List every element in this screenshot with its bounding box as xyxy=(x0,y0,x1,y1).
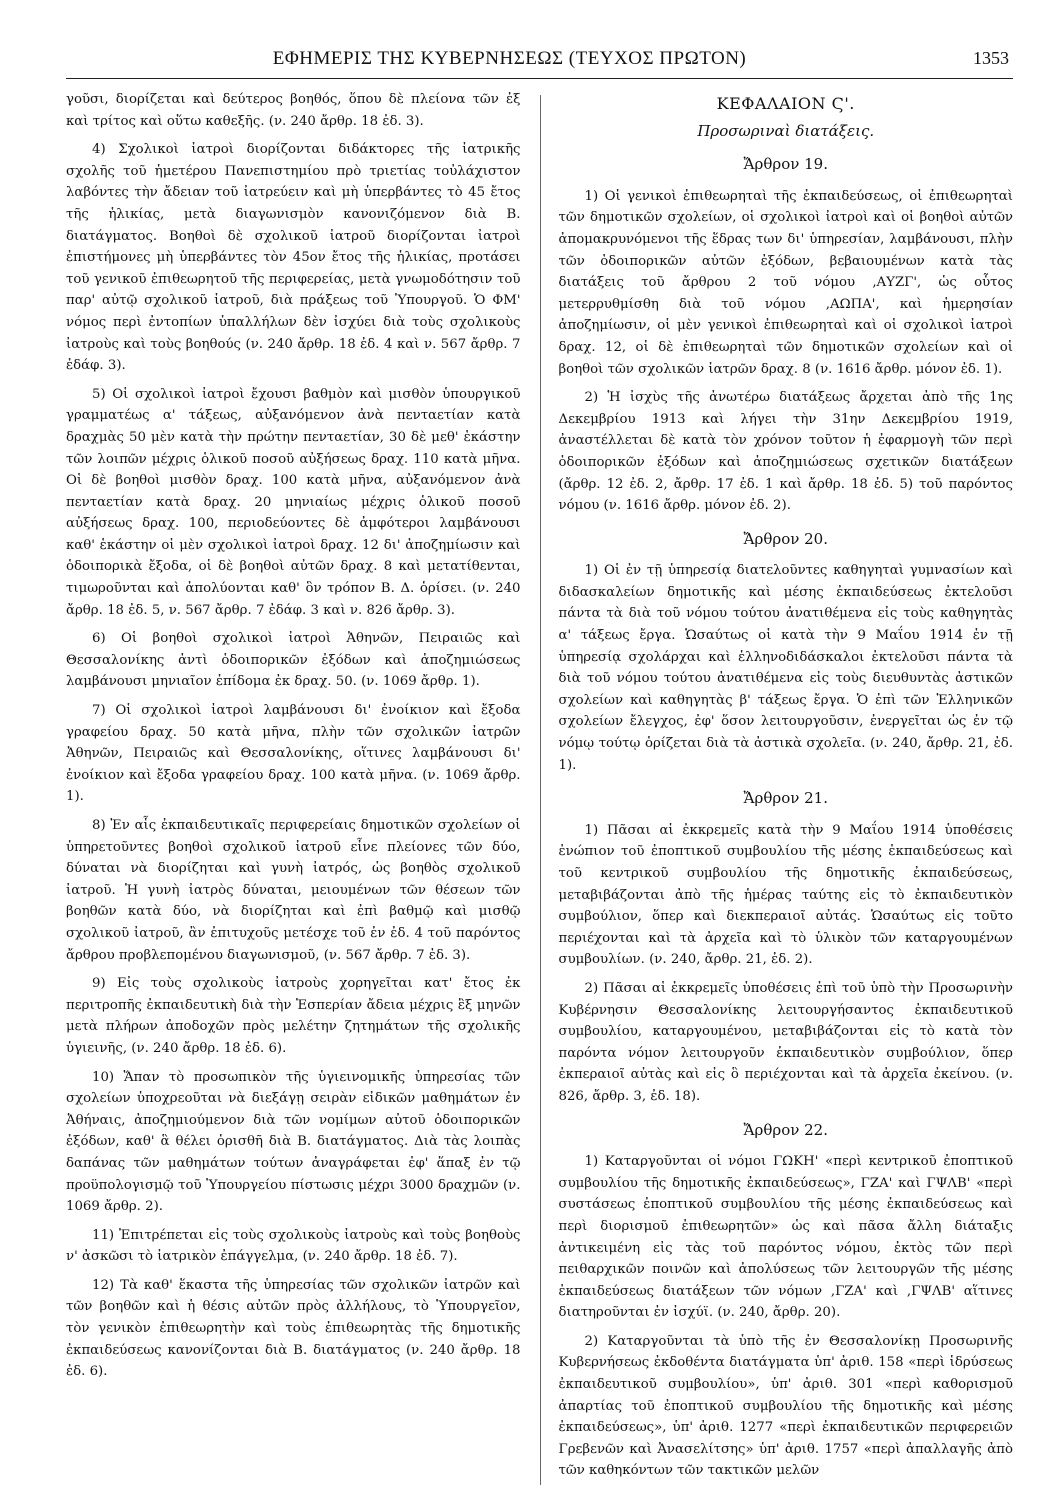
column-divider xyxy=(540,95,541,1485)
paragraph-12: 12) Τὰ καθ' ἕκαστα τῆς ὑπηρεσίας τῶν σχολικῶν ἰατρῶν καὶ τῶν βοηθῶν καὶ ἡ θέσις αὐτῶν πρὸς ἀλλήλους, τὸ Ὑπουργεῖον, τὸν γενικὸν ἐπιθεωρητὴν καὶ τοὺς ἐπιθεωρητὰς τῆς δημοτικῆς ἐκπαιδεύσεως κανονίζονται διὰ Β. διατάγματος (ν. 240 ἄρθρ. 18 ἐδ. 6). xyxy=(66,1277,521,1380)
page-number: 1353 xyxy=(973,48,1009,68)
article-20-paragraph-1: 1) Οἱ ἐν τῇ ὑπηρεσίᾳ διατελοῦντες καθηγηταὶ γυμνασίων καὶ διδασκαλείων δημοτικῆς καὶ μέσης ἐκπαιδεύσεως ἐκτελοῦσι πάντα τὰ διὰ τοῦ νόμου τούτου ἀνατιθέμενα εἰς τοὺς καθηγητὰς α' τάξεως ἔργα. Ὡσαύτως οἱ κατὰ τὴν 9 Μαΐου 1914 ἐν τῇ ὑπηρεσίᾳ σχολάρχαι καὶ ἑλληνοδιδάσκαλοι ἐκτελοῦσι πάντα τὰ διὰ τοῦ νόμου τούτου ἀνατιθέμενα εἰς τοὺς διευθυντὰς ἀστικῶν σχολείων καὶ καθηγητὰς β' τάξεως ἔργα. Ὁ ἐπὶ τῶν Ἑλληνικῶν σχολείων ἔλεγχος, ἐφ' ὅσον λειτουργοῦσιν, ἐνεργεῖται ὡς ἐν τῷ νόμῳ τούτῳ ὁρίζεται διὰ τὰ ἀστικὰ σχολεῖα. (ν. 240, ἄρθρ. 21, ἐδ. 1). xyxy=(558,563,1013,773)
chapter-subtitle: Προσωριναὶ διατάξεις. xyxy=(697,121,875,140)
article-19-heading: Ἄρθρον 19. xyxy=(743,155,828,174)
page-header xyxy=(66,48,1013,79)
paragraph-7: 7) Οἱ σχολικοὶ ἰατροὶ λαμβάνουσι δι' ἐνοίκιον καὶ ἔξοδα γραφείου δραχ. 50 κατὰ μῆνα, πλὴν τῶν σχολικῶν ἰατρῶν Ἀθηνῶν, Πειραιῶς καὶ Θεσσαλονίκης, οἵτινες λαμβάνουσι δι' ἐνοίκιον καὶ ἔξοδα γραφείου δραχ. 100 κατὰ μῆνα. (ν. 1069 ἄρθρ. 1). xyxy=(66,703,521,805)
article-21-paragraph-2: 2) Πᾶσαι αἱ ἐκκρεμεῖς ὑποθέσεις ἐπὶ τοῦ ὑπὸ τὴν Προσωρινὴν Κυβέρνησιν Θεσσαλονίκης λειτουργήσαντος ἐκπαιδευτικοῦ συμβουλίου, καταργουμένου, μεταβιβάζονται εἰς τὸ κατὰ τὸν παρόντα νόμον λειτουργοῦν ἐκπαιδευτικὸν συμβούλιον, ὅπερ ἐκπεραιοῖ αὐτὰς καὶ εἰς ὃ περιέχονται καὶ τὰ ἀρχεῖα ἐκείνου. (ν. 826, ἄρθρ. 3, ἐδ. 18). xyxy=(558,980,1013,1104)
article-20-heading: Ἄρθρον 20. xyxy=(743,529,828,548)
paragraph-4: 4) Σχολικοὶ ἰατροὶ διορίζονται διδάκτορες τῆς ἰατρικῆς σχολῆς τοῦ ἡμετέρου Πανεπιστημίου πρὸ τριετίας τοὐλάχιστον λαβόντες τὴν ἄδειαν τοῦ ἰατρεύειν καὶ μὴ ὑπερβάντες τὸ 45 ἔτος τῆς ἡλικίας, μετὰ διαγωνισμὸν κανονιζόμενον διὰ Β. διατάγματος. Βοηθοὶ δὲ σχολικοῦ ἰατροῦ διορίζονται ἰατροὶ ἐπιστήμονες μὴ ὑπερβάντες τὸν 45ον ἔτος τῆς ἡλικίας, προτάσει τοῦ γενικοῦ ἐπιθεωρητοῦ τῆς περιφερείας, μετὰ γνωμοδότησιν τοῦ παρ' αὐτῷ σχολικοῦ ἰατροῦ, διὰ πράξεως τοῦ Ὑπουργοῦ. Ὁ ΦΜ' νόμος περὶ ἐντοπίων ὑπαλλήλων δὲν ἰσχύει διὰ τοὺς σχολικοὺς ἰατροὺς καὶ τοὺς βοηθούς (ν. 240 ἄρθρ. 18 ἐδ. 4 καὶ ν. 567 ἄρθρ. 7 ἐδάφ. 3). xyxy=(66,142,521,374)
article-22-heading: Ἄρθρον 22. xyxy=(743,1120,828,1139)
paragraph-10: 10) Ἅπαν τὸ προσωπικὸν τῆς ὑγιεινομικῆς ὑπηρεσίας τῶν σχολείων ὑποχρεοῦται νὰ διεξάγῃ σειρὰν εἰδικῶν μαθημάτων ἐν Ἀθήναις, ἀποζημιούμενον διὰ τῶν νομίμων αὐτοῦ ὁδοιπορικῶν ἐξόδων, καθ' ἃ θέλει ὁρισθῆ διὰ Β. διατάγματος. Διὰ τὰς λοιπὰς δαπάνας τῶν μαθημάτων τούτων ἀναγράφεται ἐφ' ἅπαξ ἐν τῷ προϋπολογισμῷ τοῦ Ὑπουργείου πίστωσις μέχρι 3000 δραχμῶν (ν. 1069 ἄρθρ. 2). xyxy=(66,1069,521,1215)
paragraph-11: 11) Ἐπιτρέπεται εἰς τοὺς σχολικοὺς ἰατροὺς καὶ τοὺς βοηθοὺς ν' ἀσκῶσι τὸ ἰατρικὸν ἐπάγγελμα, (ν. 240 ἄρθρ. 18 ἐδ. 7). xyxy=(66,1227,521,1265)
two-column-body xyxy=(66,89,1013,1489)
article-22-paragraph-1: 1) Καταργοῦνται οἱ νόμοι ΓΩΚΗ' «περὶ κεντρικοῦ ἐποπτικοῦ συμβουλίου τῆς δημοτικῆς ἐκπαιδεύσεως», ΓΖΑ' καὶ ΓΨΛΒ' «περὶ συστάσεως ἐποπτικοῦ συμβουλίου τῆς μέσης ἐκπαιδεύσεως καὶ περὶ διορισμοῦ ἐπιθεωρητῶν» ὡς καὶ πᾶσα ἄλλη διάταξις ἀντικειμένη εἰς τὰς τοῦ παρόντος νόμου, ἐκτὸς τῶν περὶ πειθαρχικῶν ποινῶν καὶ ἀπολύσεως τῶν λειτουργῶν τῆς μέσης ἐκπαιδεύσεως διατάξεων τῶν νόμων ,ΓΖΑ' καὶ ,ΓΨΛΒ' αἵτινες διατηροῦνται ἐν ἰσχύϊ. (ν. 240, ἄρθρ. 20). xyxy=(558,1154,1013,1321)
article-21-paragraph-1: 1) Πᾶσαι αἱ ἐκκρεμεῖς κατὰ τὴν 9 Μαΐου 1914 ὑποθέσεις ἐνώπιον τοῦ ἐποπτικοῦ συμβουλίου τῆς μέσης ἐκπαιδεύσεως καὶ τοῦ κεντρικοῦ συμβουλίου τῆς δημοτικῆς ἐκπαιδεύσεως, μεταβιβάζονται ἀπὸ τῆς ἡμέρας ταύτης εἰς τὸ ἐκπαιδευτικὸν συμβούλιον, ὅπερ καὶ διεκπεραιοῖ αὐτάς. Ὡσαύτως εἰς τοῦτο περιέχονται καὶ τὰ ἀρχεῖα καὶ τὸ ὑλικὸν τῶν καταργουμένων συμβουλίων. (ν. 240, ἄρθρ. 21, ἐδ. 2). xyxy=(558,822,1013,968)
gazette-title: ΕΦΗΜΕΡΙΣ ΤΗΣ ΚΥΒΕΡΝΗΣΕΩΣ (ΤΕΥΧΟΣ ΠΡΩΤΟΝ) xyxy=(272,48,747,69)
right-column xyxy=(559,89,1014,1489)
paragraph-6: 6) Οἱ βοηθοὶ σχολικοὶ ἰατροὶ Ἀθηνῶν, Πειραιῶς καὶ Θεσσαλονίκης ἀντὶ ὁδοιπορικῶν ἐξόδων καὶ ἀποζημιώσεως λαμβάνουσι μηνιαῖον ἐπίδομα ἐκ δραχ. 50. (ν. 1069 ἄρθρ. 1). xyxy=(66,631,521,690)
paragraph-9: 9) Εἰς τοὺς σχολικοὺς ἰατροὺς χορηγεῖται κατ' ἔτος ἐκ περιτροπῆς ἐκπαιδευτικὴ διὰ τὴν Ἑσπερίαν ἄδεια μέχρις ἓξ μηνῶν μετὰ πλήρων ἀποδοχῶν πρὸς μελέτην ζητημάτων τῆς σχολικῆς ὑγιεινῆς, (ν. 240 ἄρθρ. 18 ἐδ. 6). xyxy=(66,976,521,1056)
left-column xyxy=(66,89,521,1489)
article-19-paragraph-1: 1) Οἱ γενικοὶ ἐπιθεωρηταὶ τῆς ἐκπαιδεύσεως, οἱ ἐπιθεωρηταὶ τῶν δημοτικῶν σχολείων, οἱ σχολικοὶ ἰατροὶ καὶ οἱ βοηθοὶ αὐτῶν ἀπομακρυνόμενοι τῆς ἕδρας των δι' ὑπηρεσίαν, λαμβάνουσι, πλὴν τῶν ὁδοιπορικῶν αὐτῶν ἐξόδων, βεβαιουμένων κατὰ τὰς διατάξεις τοῦ ἄρθρου 2 τοῦ νόμου ,ΑΥΖΓ', ὡς οὗτος μετερρυθμίσθη διὰ τοῦ νόμου ,ΑΩΠΑ', καὶ ἡμερησίαν ἀποζημίωσιν, οἱ μὲν γενικοὶ ἐπιθεωρηταὶ καὶ οἱ σχολικοὶ ἰατροὶ δραχ. 12, οἱ δὲ ἐπιθεωρηταὶ τῶν δημοτικῶν σχολείων καὶ οἱ βοηθοὶ τῶν σχολικῶν ἰατρῶν δραχ. 8 (ν. 1616 ἄρθρ. μόνον ἐδ. 1). xyxy=(558,188,1013,377)
article-19-paragraph-2: 2) Ἡ ἰσχὺς τῆς ἀνωτέρω διατάξεως ἄρχεται ἀπὸ τῆς 1ης Δεκεμβρίου 1913 καὶ λήγει τὴν 31ην Δεκεμβρίου 1919, ἀναστέλλεται δὲ κατὰ τὸν χρόνον τοῦτον ἡ ἐφαρμογὴ τῶν περὶ ὁδοιπορικῶν ἐξόδων καὶ ἀποζημιώσεως σχετικῶν διατάξεων (ἄρθρ. 12 ἐδ. 2, ἄρθρ. 17 ἐδ. 1 καὶ ἄρθρ. 18 ἐδ. 5) τοῦ παρόντος νόμου (ν. 1616 ἄρθρ. μόνον ἐδ. 2). xyxy=(558,390,1013,514)
chapter-title: ΚΕΦΑΛΑΙΟΝ Ϛ'. xyxy=(716,94,855,113)
article-21-heading: Ἄρθρον 21. xyxy=(743,789,828,808)
paragraph-5: 5) Οἱ σχολικοὶ ἰατροὶ ἔχουσι βαθμὸν καὶ μισθὸν ὑπουργικοῦ γραμματέως α' τάξεως, αὐξανόμενον ἀνὰ πενταετίαν κατὰ δραχμὰς 50 μὲν κατὰ τὴν πρώτην πενταετίαν, 30 δὲ μεθ' ἑκάστην τῶν λοιπῶν μέχρις ὁλικοῦ ποσοῦ αὐξήσεως δραχ. 110 κατὰ μῆνα. Οἱ δὲ βοηθοὶ μισθὸν δραχ. 100 κατὰ μῆνα, αὐξανόμενον ἀνὰ πενταετίαν κατὰ δραχ. 20 μηνιαίως μέχρις ὁλικοῦ ποσοῦ αὐξήσεως δραχ. 100, περιοδεύοντες δὲ ἀμφότεροι λαμβάνουσι καθ' ἑκάστην οἱ μὲν σχολικοὶ ἰατροὶ δραχ. 12 δι' ἀποζημίωσιν καὶ ὁδοιπορικὰ ἔξοδα, οἱ δὲ βοηθοὶ αὐτῶν δραχ. 8 καὶ μετατίθενται, τιμωροῦνται καὶ ἀπολύονται καθ' ὃν τρόπον Β. Δ. ὁρίσει. (ν. 240 ἄρθρ. 18 ἐδ. 5, ν. 567 ἄρθρ. 7 ἐδάφ. 3 καὶ ν. 826 ἄρθρ. 3). xyxy=(66,386,521,618)
article-22-paragraph-2: 2) Καταργοῦνται τὰ ὑπὸ τῆς ἐν Θεσσαλονίκῃ Προσωρινῆς Κυβερνήσεως ἐκδοθέντα διατάγματα ὑπ' ἀριθ. 158 «περὶ ἱδρύσεως ἐκπαιδευτικοῦ συμβουλίου», ὑπ' ἀριθ. 301 «περὶ καθορισμοῦ ἀπαρτίας τοῦ ἐποπτικοῦ συμβουλίου τῆς δημοτικῆς καὶ μέσης ἐκπαιδεύσεως», ὑπ' ἀριθ. 1277 «περὶ ἐκπαιδευτικῶν περιφερειῶν Γρεβενῶν καὶ Ἀνασελίτσης» ὑπ' ἀριθ. 1757 «περὶ ἀπαλλαγῆς ἀπὸ τῶν καθηκόντων τῶν τακτικῶν μελῶν xyxy=(558,1333,1013,1479)
paragraph-8: 8) Ἐν αἷς ἐκπαιδευτικαῖς περιφερείαις δημοτικῶν σχολείων οἱ ὑπηρετοῦντες βοηθοὶ σχολικοῦ ἰατροῦ εἶνε πλείονες τῶν δύο, δύναται νὰ διορίζηται καὶ γυνὴ ἰατρός, ὡς βοηθὸς σχολικοῦ ἰατροῦ. Ἡ γυνὴ ἰατρὸς δύναται, μειουμένων τῶν θέσεων τῶν βοηθῶν κατὰ δύο, νὰ διορίζηται καὶ ἐπὶ βαθμῷ καὶ μισθῷ σχολικοῦ ἰατροῦ, ἂν ἐπιτυχοῦς μετέσχε τοῦ ἐν ἐδ. 4 τοῦ παρόντος ἄρθρου προβλεπομένου διαγωνισμοῦ, (ν. 567 ἄρθρ. 7 ἐδ. 3). xyxy=(66,818,521,963)
paragraph-continued: γοῦσι, διορίζεται καὶ δεύτερος βοηθός, ὅπου δὲ πλείονα τῶν ἐξ καὶ τρίτος καὶ οὕτω καθεξῆς. (ν. 240 ἄρθρ. 18 ἐδ. 3). xyxy=(66,92,521,129)
